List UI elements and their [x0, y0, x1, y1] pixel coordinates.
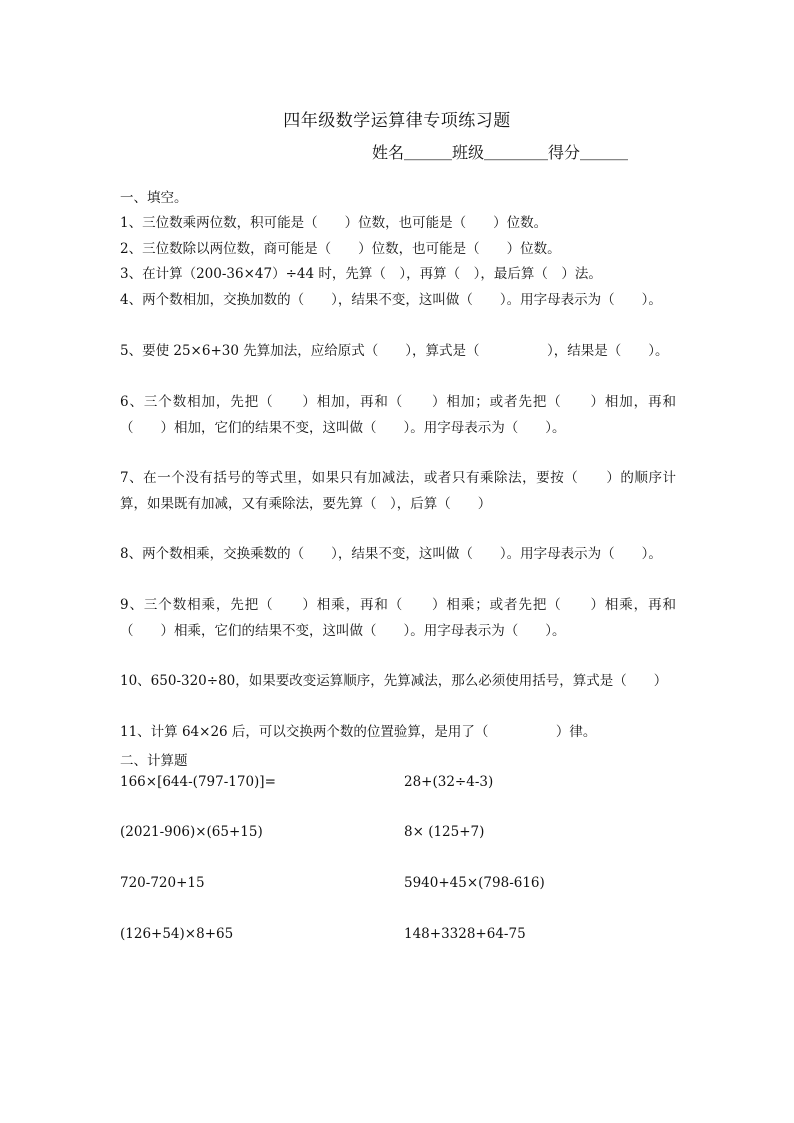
calc-problem: 28+(32÷4-3)	[404, 774, 494, 790]
calc-problem: 166×[644-(797-170)]=	[120, 774, 276, 790]
question-8: 8、两个数相乘，交换乘数的（ ），结果不变，这叫做（ ）。用字母表示为（ ）。	[120, 546, 662, 562]
question-1: 1、三位数乘两位数，积可能是（ ）位数，也可能是（ ）位数。	[120, 215, 548, 231]
calc-problem: 148+3328+64-75	[404, 926, 526, 942]
calc-problem: 8× (125+7)	[404, 824, 485, 840]
question-2: 2、三位数除以两位数，商可能是（ ）位数，也可能是（ ）位数。	[120, 241, 561, 257]
question-7: 7、在一个没有括号的等式里，如果只有加减法，或者只有乘除法，要按（ ）的顺序计算，如果既有加减，又有乘除法，要先算（ ），后算（ ）	[120, 470, 676, 512]
worksheet-title: 四年级数学运算律专项练习题	[283, 111, 511, 131]
question-3: 3、在计算（200-36×47）÷44 时，先算（ ），再算（ ），最后算（ ）法。	[120, 266, 602, 282]
question-9: 9、三个数相乘，先把（ ）相乘，再和（ ）相乘；或者先把（ ）相乘，再和（ ）相乘，它们的结果不变，这叫做（ ）。用字母表示为（ ）。	[120, 597, 676, 639]
question-10: 10、650-320÷80，如果要改变运算顺序，先算减法，那么必须使用括号，算式是（ ）	[120, 673, 668, 689]
calc-problem: 720-720+15	[120, 875, 205, 891]
question-6: 6、三个数相加，先把（ ）相加，再和（ ）相加；或者先把（ ）相加，再和（ ）相加，它们的结果不变，这叫做（ ）。用字母表示为（ ）。	[120, 394, 676, 436]
calc-problem: (126+54)×8+65	[120, 926, 234, 942]
question-4: 4、两个数相加，交换加数的（ ），结果不变，这叫做（ ）。用字母表示为（ ）。	[120, 292, 662, 308]
student-info-line: 姓名＿＿＿班级＿＿＿＿得分＿＿＿	[372, 143, 629, 162]
calc-problem: 5940+45×(798-616)	[404, 875, 545, 891]
question-5: 5、要使 25×6+30 先算加法，应给原式（ ），算式是（ ），结果是（ ）。	[120, 343, 669, 359]
section-calculation-heading: 二、计算题	[120, 753, 188, 769]
section-fill-blank-heading: 一、填空。	[120, 190, 188, 206]
question-11: 11、计算 64×26 后，可以交换两个数的位置验算，是用了（ ）律。	[120, 724, 597, 740]
calc-problem: (2021-906)×(65+15)	[120, 824, 263, 840]
